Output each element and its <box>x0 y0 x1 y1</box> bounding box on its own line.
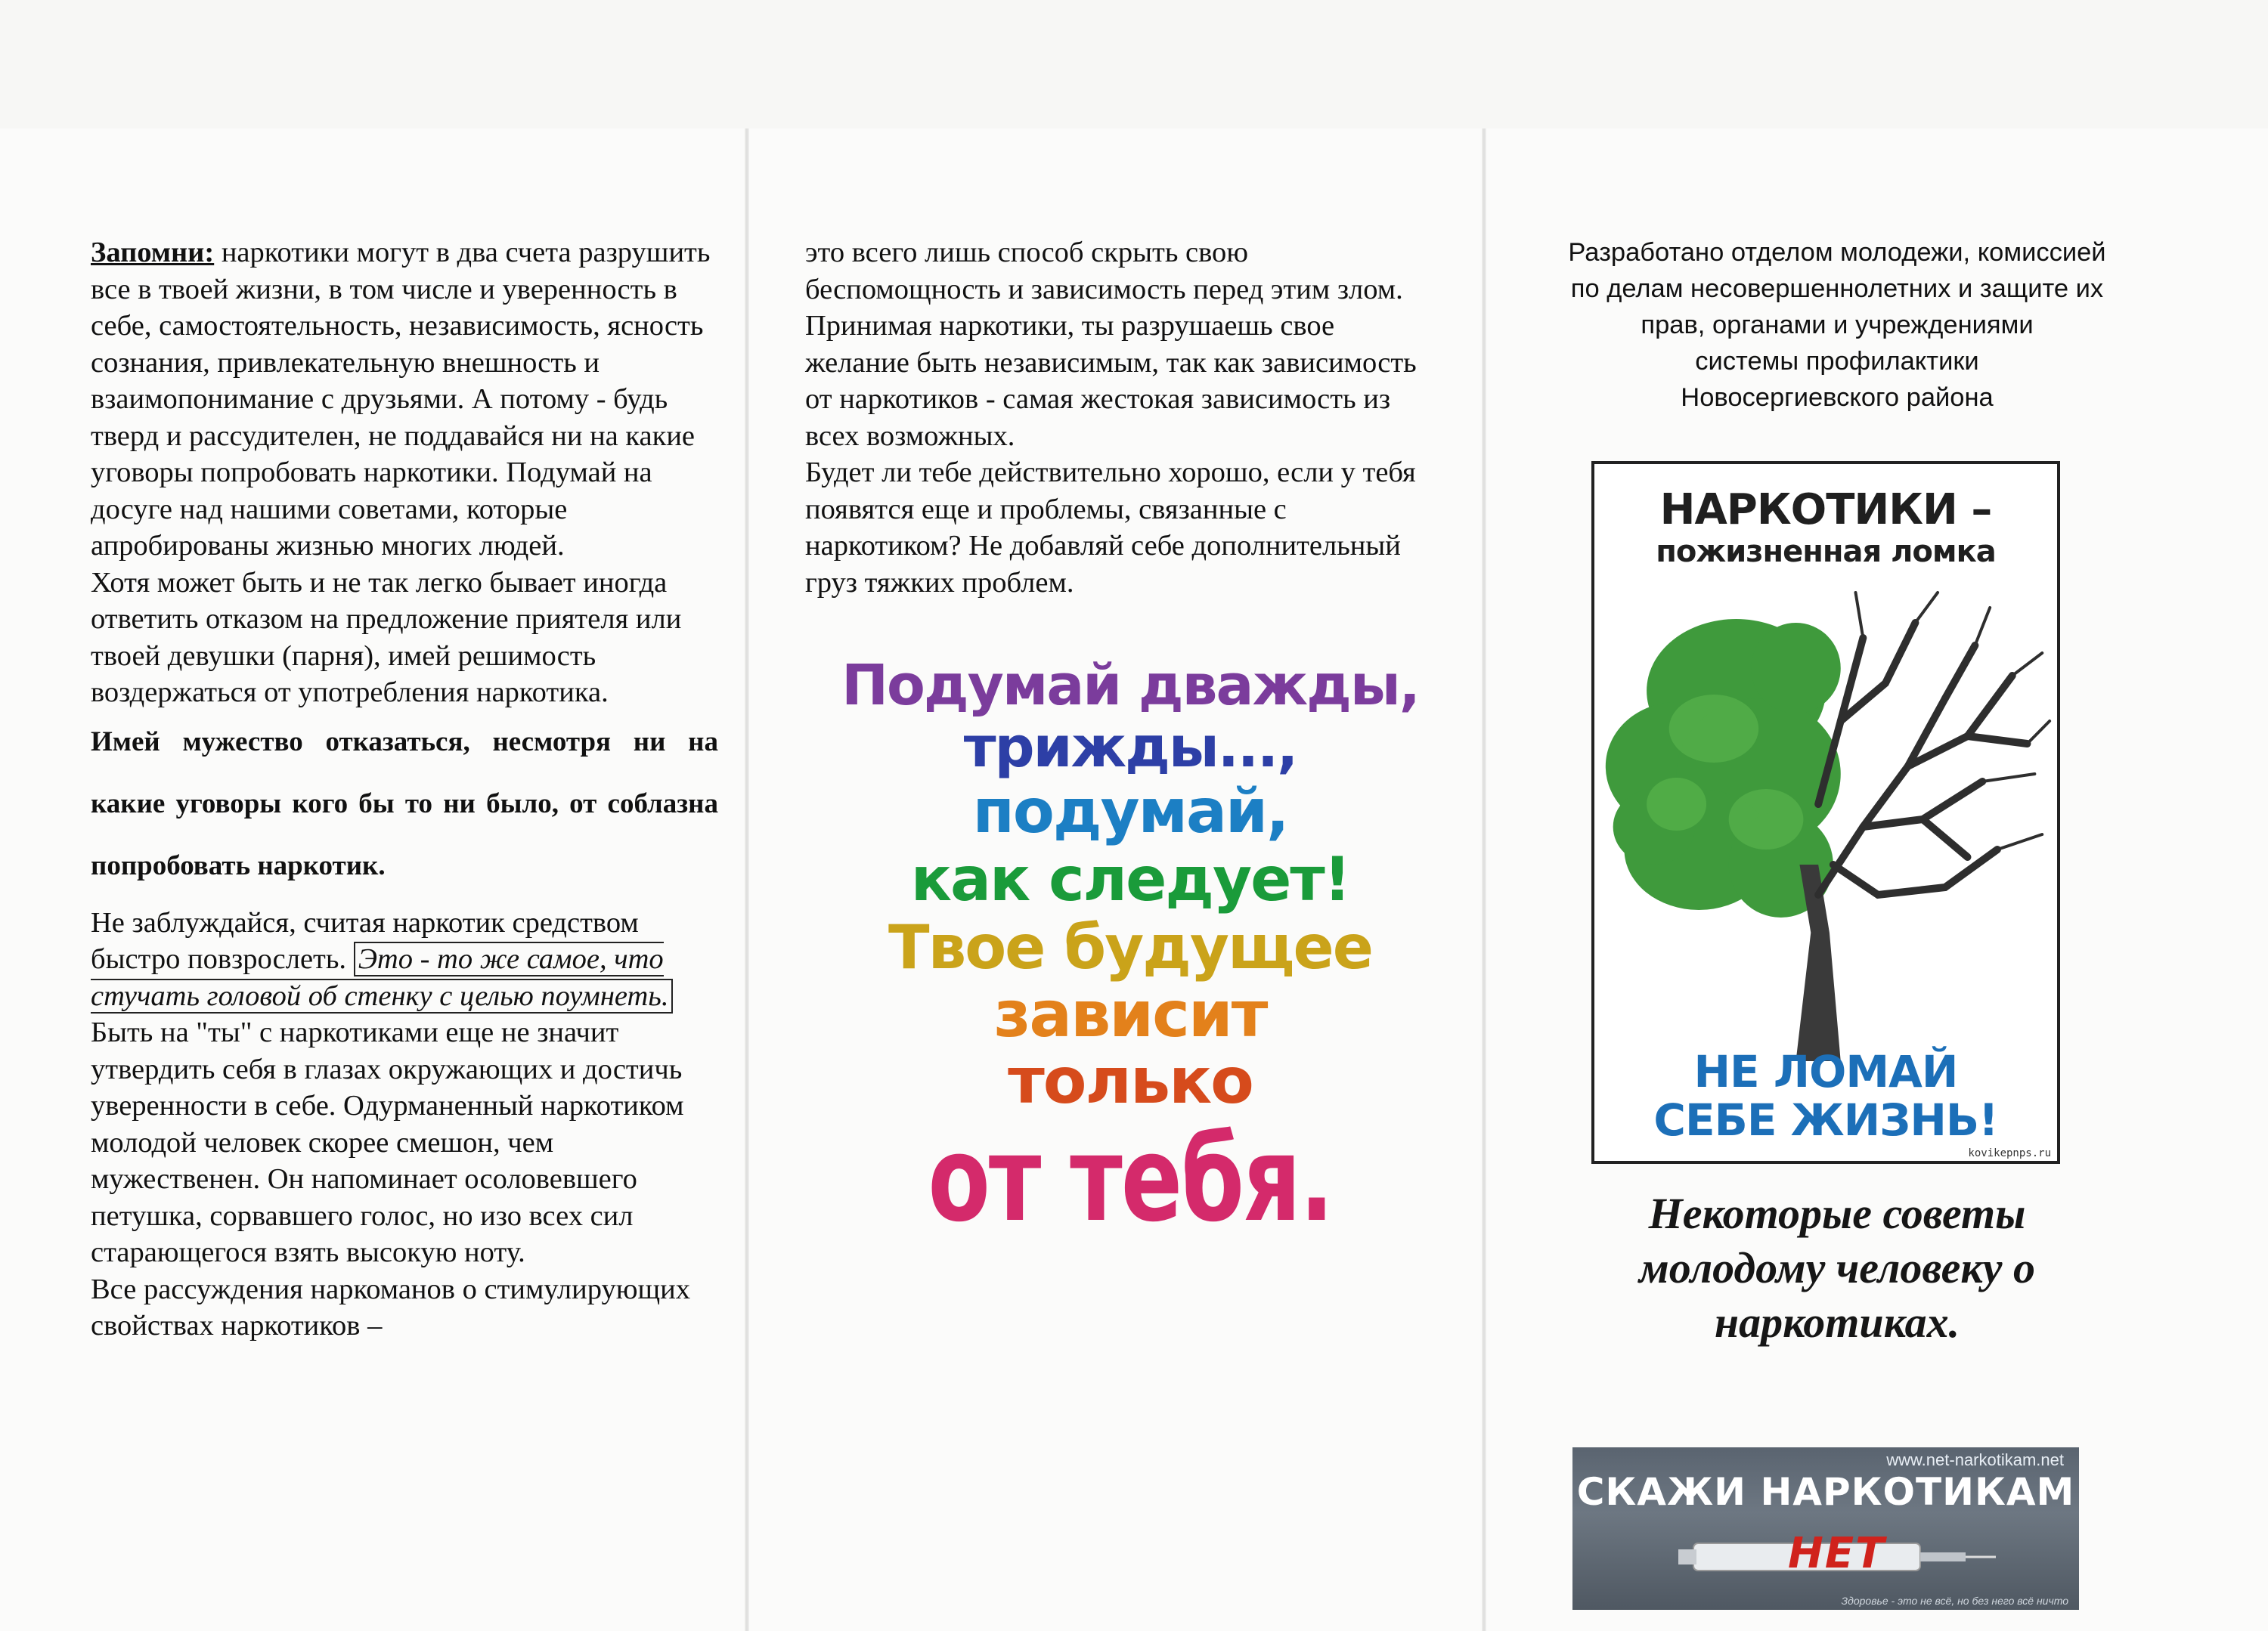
middle-panel <box>805 128 1448 1631</box>
bold-courage-paragraph: Имей мужество отказаться, несмотря ни на какие уговоры кого бы то ни было, от соблазна попробовать наркотик. <box>91 726 718 881</box>
left-panel-text <box>91 234 718 1345</box>
fold-line-1 <box>745 128 749 1631</box>
say-no-banner <box>1572 1447 2079 1610</box>
leaflet-title <box>1504 1187 2170 1350</box>
credits-line-2: по делам несовершеннолетних и защите их <box>1570 274 2104 303</box>
half-dead-tree-illustration <box>1594 577 2057 1061</box>
paragraph-dependence: Принимая наркотики, ты разрушаешь свое желание быть независимым, так как зависимость от наркотиков - самая жестокая зависимость из всех возможных. <box>805 310 1417 452</box>
poster-title-line-2: пожизненная ломка <box>1656 534 1996 569</box>
leaflet-sheet <box>0 128 2268 1631</box>
poster-url: kovikepnps.ru <box>1968 1147 2051 1159</box>
slogan-line-7: только <box>1008 1044 1253 1118</box>
intro-text: наркотики могут в два счета разрушить все в твоей жизни, в том числе и уверенность в себе, самостоятельность, независимость, ясность сознания, привлекательную внешность и взаимопонимание с друзьями. А потому - будь тверд и рассудителен, не поддавайся ни на какие уговоры попробовать наркотики. Подумай на досуге над нашими советами, которые апробированы жизнью многих людей. <box>91 237 711 562</box>
poster-slogan-line-1: НЕ ЛОМАЙ <box>1693 1046 1958 1097</box>
poster-title-line-1: НАРКОТИКИ – <box>1659 485 1992 534</box>
banner-url: www.net-narkotikam.net <box>1886 1450 2064 1469</box>
fold-line-2 <box>1482 128 1486 1631</box>
paragraph-addicts-reasoning: Все рассуждения наркоманов о стимулирующих свойствах наркотиков – <box>91 1273 690 1342</box>
poster-slogan-line-2: СЕБЕ ЖИЗНЬ! <box>1653 1094 1998 1146</box>
credits <box>1504 234 2170 416</box>
banner-net-word: НЕТ <box>1788 1529 1886 1578</box>
paragraph-problems: Будет ли тебе действительно хорошо, если у тебя появятся еще и проблемы, связанные с наркотиком? Не добавляй себе дополнительный груз тяжких проблем. <box>805 456 1416 599</box>
credits-line-3: прав, органами и учреждениями <box>1641 311 2034 339</box>
credits-line-4: системы профилактики <box>1695 347 1979 376</box>
slogan-line-2: трижды..., <box>963 715 1297 780</box>
slogan-line-1: Подумай дважды, <box>841 653 1419 718</box>
leaflet-title-line-1: Некоторые советы <box>1648 1189 2026 1238</box>
boxed-quote: Это - то же самое, что стучать головой об стенку с целью поумнеть. <box>91 942 673 1014</box>
slogan-line-8: от тебя. <box>928 1112 1333 1249</box>
misconception-end: Быть на "ты" с наркотиками еще не значит утвердить себя в глазах окружающих и достичь уверенности в себе. Одурманенный наркотиком молодой человек скорее смешон, чем мужественен. Он напоминает осоловевшего петушка, сорвавшего голос, но изо всех сил старающегося взять высокую ноту. <box>91 1017 684 1268</box>
poster-title <box>1594 487 2057 570</box>
slogan-line-4: как следует! <box>910 844 1350 915</box>
slogan-line-5: Твое будущее <box>888 912 1372 983</box>
paragraph-helplessness: это всего лишь способ скрыть свою беспомощность и зависимость перед этим злом. <box>805 237 1403 305</box>
credits-line-1: Разработано отделом молодежи, комиссией <box>1568 238 2106 267</box>
misconception-start: Не заблуждайся, считая наркотик средством быстро повзрослеть. <box>91 906 639 975</box>
slogan-line-3: подумай, <box>972 776 1288 846</box>
leaflet-title-line-2: молодому человеку о <box>1639 1243 2035 1292</box>
paragraph-misconception <box>91 905 718 1271</box>
banner-caption: Здоровье - это не всё, но без него всё ничто <box>1841 1595 2068 1607</box>
rainbow-slogan <box>805 653 1455 1249</box>
slogan-line-6: зависит <box>993 977 1267 1051</box>
left-panel <box>91 128 733 1631</box>
poster-slogan <box>1594 1048 2057 1144</box>
credits-line-5: Новосергиевского района <box>1681 383 1994 412</box>
right-panel-cover <box>1504 128 2170 1631</box>
middle-panel-text <box>805 234 1440 601</box>
anti-drug-poster <box>1591 461 2060 1164</box>
intro-paragraph <box>91 234 718 565</box>
intro-label: Запомни: <box>91 237 215 268</box>
paragraph-refusal: Хотя может быть и не так легко бывает иногда ответить отказом на предложение приятеля или твоей девушки (парня), имей решимость воздержаться от употребления наркотика. <box>91 566 682 708</box>
banner-title: СКАЖИ НАРКОТИКАМ <box>1576 1470 2075 1514</box>
leaflet-title-line-3: наркотиках. <box>1714 1298 1960 1347</box>
